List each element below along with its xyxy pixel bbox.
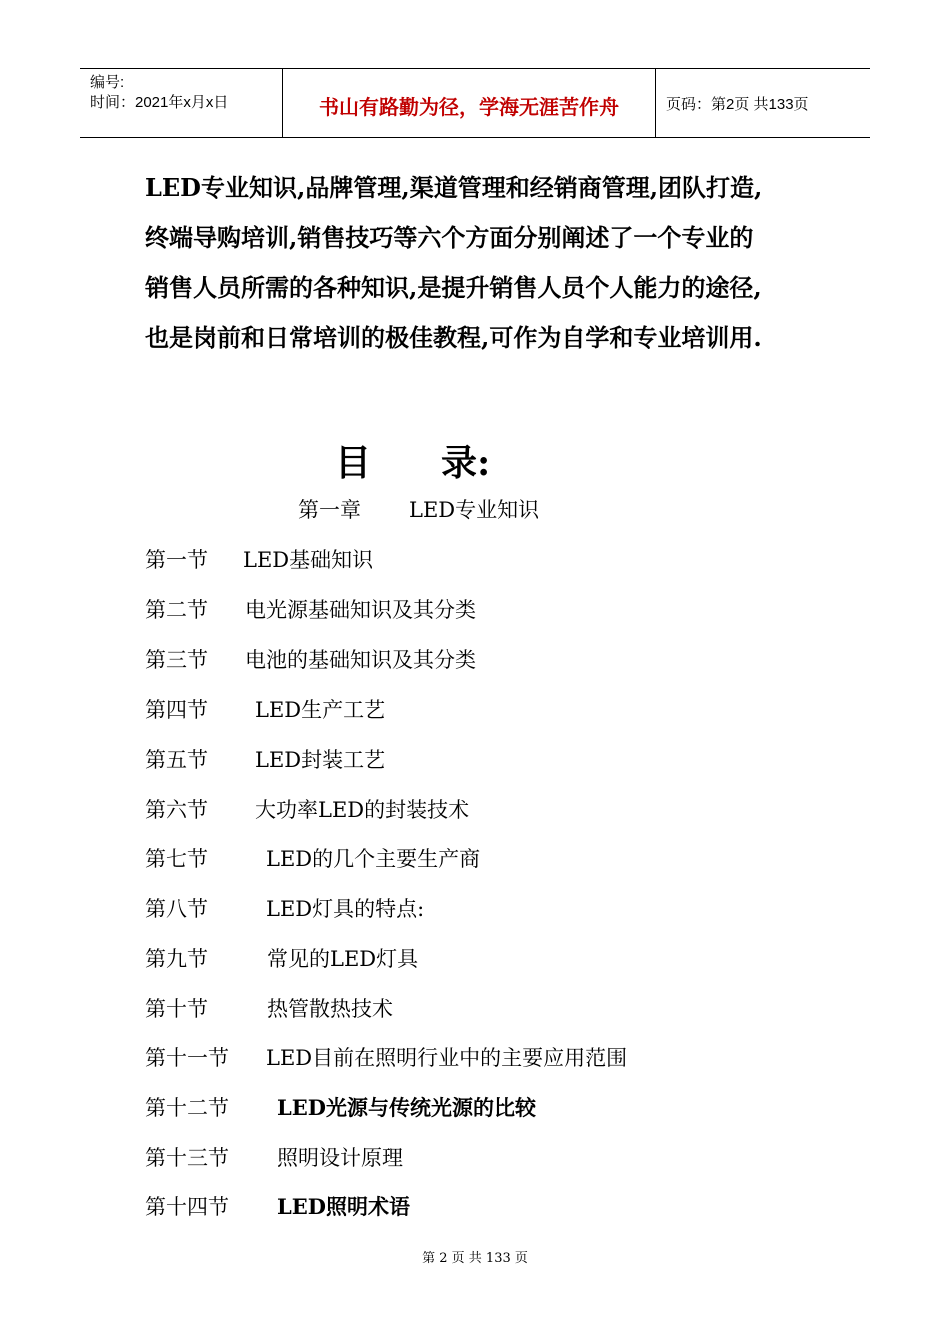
toc-section-title: LED的几个主要生产商	[266, 847, 481, 871]
toc-chapter-heading	[298, 494, 539, 524]
page-header	[80, 68, 870, 138]
toc-section-label: 第十节	[145, 997, 208, 1021]
toc-section-label: 第四节	[145, 698, 208, 722]
toc-section-label: 第三节	[145, 648, 208, 672]
header-motto-cell	[283, 69, 656, 137]
toc-section-label: 第十三节	[145, 1146, 229, 1170]
intro-line: 也是岗前和日常培训的极佳教程,可作为自学和专业培训用.	[145, 323, 762, 352]
toc-section-label: 第十一节	[145, 1046, 229, 1070]
header-page-info: 页码：第2页 共133页	[666, 96, 809, 113]
toc-title	[335, 435, 490, 486]
toc-section-title: LED封装工艺	[255, 748, 386, 772]
intro-line: 销售人员所需的各种知识,是提升销售人员个人能力的途径,	[145, 273, 762, 302]
intro-line: 终端导购培训,销售技巧等六个方面分别阐述了一个专业的	[145, 223, 754, 252]
toc-section-title: LED目前在照明行业中的主要应用范围	[266, 1046, 628, 1070]
toc-section-title: LED照明术语	[277, 1194, 410, 1219]
toc-section-label: 第六节	[145, 798, 208, 822]
toc-section-title: LED基础知识	[243, 548, 374, 572]
toc-section-label: 第一节	[145, 548, 208, 572]
toc-section-title: 照明设计原理	[277, 1146, 403, 1170]
toc-section-label: 第十二节	[145, 1096, 229, 1120]
toc-section-title: 热管散热技术	[267, 997, 393, 1021]
page-footer: 第 2 页 共 133 页	[422, 1251, 528, 1266]
document-number: 编号:	[90, 74, 125, 91]
toc-section-label: 第十四节	[145, 1195, 229, 1219]
toc-section-title: LED灯具的特点:	[266, 897, 425, 921]
toc-section-label: 第二节	[145, 598, 208, 622]
document-date: 时间：2021年x月x日	[90, 94, 229, 111]
toc-section-title: 大功率LED的封装技术	[255, 798, 470, 822]
chapter-label: 第一章	[298, 498, 361, 522]
intro-line: LED专业知识,品牌管理,渠道管理和经销商管理,团队打造,	[145, 173, 763, 202]
toc-section-label: 第九节	[145, 947, 208, 971]
toc-section-label: 第五节	[145, 748, 208, 772]
toc-title-part: 目	[335, 442, 372, 484]
header-motto: 书山有路勤为径，学海无涯苦作舟	[319, 97, 619, 119]
toc-section-title: LED生产工艺	[255, 698, 386, 722]
toc-section-label: 第七节	[145, 847, 208, 871]
toc-section-label: 第八节	[145, 897, 208, 921]
toc-section-title: 常见的LED灯具	[267, 947, 419, 971]
toc-section-title: 电光源基础知识及其分类	[245, 598, 476, 622]
header-page-cell	[656, 69, 870, 137]
chapter-title: LED专业知识	[409, 498, 540, 522]
header-meta-cell	[80, 69, 283, 137]
toc-section-title: LED光源与传统光源的比较	[277, 1095, 536, 1120]
toc-section-title: 电池的基础知识及其分类	[245, 648, 476, 672]
toc-title-part: 录:	[441, 442, 491, 484]
